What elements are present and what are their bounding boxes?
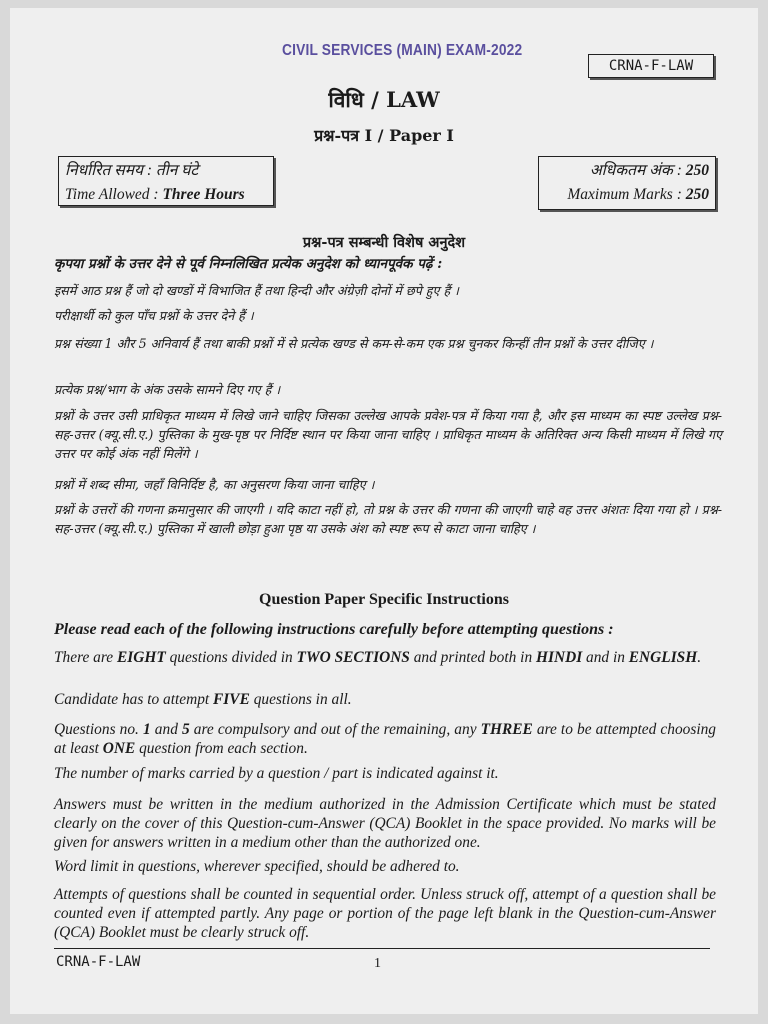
english-instruction-3: Questions no. 1 and 5 are compulsory and out of the remaining, any THREE are to be attempted choosing at least ONE question from each section. xyxy=(54,721,716,757)
english-instructions-lead: Please read each of the following instructions carefully before attempting questions : xyxy=(54,621,614,638)
hindi-instruction-4: प्रत्येक प्रश्न/भाग के अंक उसके सामने दिए गए हैं । xyxy=(54,382,281,397)
english-instruction-7: Attempts of questions shall be counted in sequential order. Unless struck off, attempt of a question shall be counted even if attempted partly. Any page or portion of the page left blank in the Question-cum-Answer (QCA) Booklet must be clearly struck off. xyxy=(54,886,716,941)
english-instruction-2: Candidate has to attempt FIVE questions in all. xyxy=(54,691,352,708)
english-instructions-heading: Question Paper Specific Instructions xyxy=(259,591,509,608)
hindi-instruction-6: प्रश्नों में शब्द सीमा, जहाँ विनिर्दिष्ट है, का अनुसरण किया जाना चाहिए । xyxy=(54,477,375,492)
maximum-marks-box xyxy=(538,156,716,210)
hindi-instruction-3: प्रश्न संख्या 1 और 5 अनिवार्य हैं तथा बाकी प्रश्नों में से प्रत्येक खण्ड से कम-से-कम एक प्रश्न चुनकर किन्हीं तीन प्रश्नों के उत्तर दीजिए । xyxy=(54,336,654,351)
hindi-instructions-lead: कृपया प्रश्नों के उत्तर देने से पूर्व निम्नलिखित प्रत्येक अनुदेश को ध्यानपूर्वक पढ़ें : xyxy=(54,256,443,272)
hindi-instruction-1: इसमें आठ प्रश्न हैं जो दो खण्डों में विभाजित हैं तथा हिन्दी और अंग्रेज़ी दोनों में छपे हुए हैं । xyxy=(54,283,459,298)
hindi-instruction-5: प्रश्नों के उत्तर उसी प्राधिकृत माध्यम में लिखे जाने चाहिए जिसका उल्लेख आपके प्रवेश-पत्र में किया गया है, और इस माध्यम का स्पष्ट उल्लेख प्रश्न-सह-उत्तर (क्यू.सी.ए.) पुस्तिका के मुख-पृष्ठ पर निर्दिष्ट स्थान पर किया जाना चाहिए । प्राधिकृत माध्यम के अतिरिक्त अन्य किसी माध्यम में लिखे गए उत्तर पर कोई अंक नहीं मिलेंगे । xyxy=(54,408,722,461)
maximum-marks-english: Maximum Marks : 250 xyxy=(567,186,709,203)
hindi-instruction-2: परीक्षार्थी को कुल पाँच प्रश्नों के उत्तर देने हैं । xyxy=(54,308,254,323)
time-allowed-box xyxy=(58,156,274,206)
english-instruction-1: There are EIGHT questions divided in TWO SECTIONS and printed both in HINDI and in ENGLISH. xyxy=(54,649,702,666)
time-allowed-english: Time Allowed : Three Hours xyxy=(65,186,245,203)
exam-title-stamp: CIVIL SERVICES (MAIN) EXAM-2022 xyxy=(282,42,523,59)
footer-divider xyxy=(54,948,710,949)
paper-code-box: CRNA-F-LAW xyxy=(588,54,714,78)
time-allowed-hindi: निर्धारित समय : तीन घंटे xyxy=(65,162,199,179)
question-paper-page xyxy=(10,8,758,1014)
page-number: 1 xyxy=(374,956,381,971)
english-instruction-4: The number of marks carried by a question / part is indicated against it. xyxy=(54,765,499,782)
footer-paper-code: CRNA-F-LAW xyxy=(56,954,141,970)
hindi-instructions-heading: प्रश्न-पत्र सम्बन्धी विशेष अनुदेश xyxy=(302,234,466,251)
english-instruction-5: Answers must be written in the medium authorized in the Admission Certificate which must be stated clearly on the cover of this Question-cum-Answer (QCA) Booklet in the space provided. No marks will be given for answers written in a medium other than the authorized one. xyxy=(54,796,716,851)
maximum-marks-hindi: अधिकतम अंक : 250 xyxy=(589,162,709,179)
subject-title: विधि / LAW xyxy=(328,87,440,112)
english-instruction-6: Word limit in questions, wherever specified, should be adhered to. xyxy=(54,858,460,875)
paper-title: प्रश्न-पत्र I / Paper I xyxy=(314,126,454,145)
hindi-instruction-7: प्रश्नों के उत्तरों की गणना क्रमानुसार की जाएगी । यदि काटा नहीं हो, तो प्रश्न के उत्तर की गणना की जाएगी चाहे वह उत्तर अंशतः दिया गया हो । प्रश्न-सह-उत्तर (क्यू.सी.ए.) पुस्तिका में खाली छोड़ा हुआ पृष्ठ या उसके अंश को स्पष्ट रूप से काटा जाना चाहिए । xyxy=(54,502,722,536)
